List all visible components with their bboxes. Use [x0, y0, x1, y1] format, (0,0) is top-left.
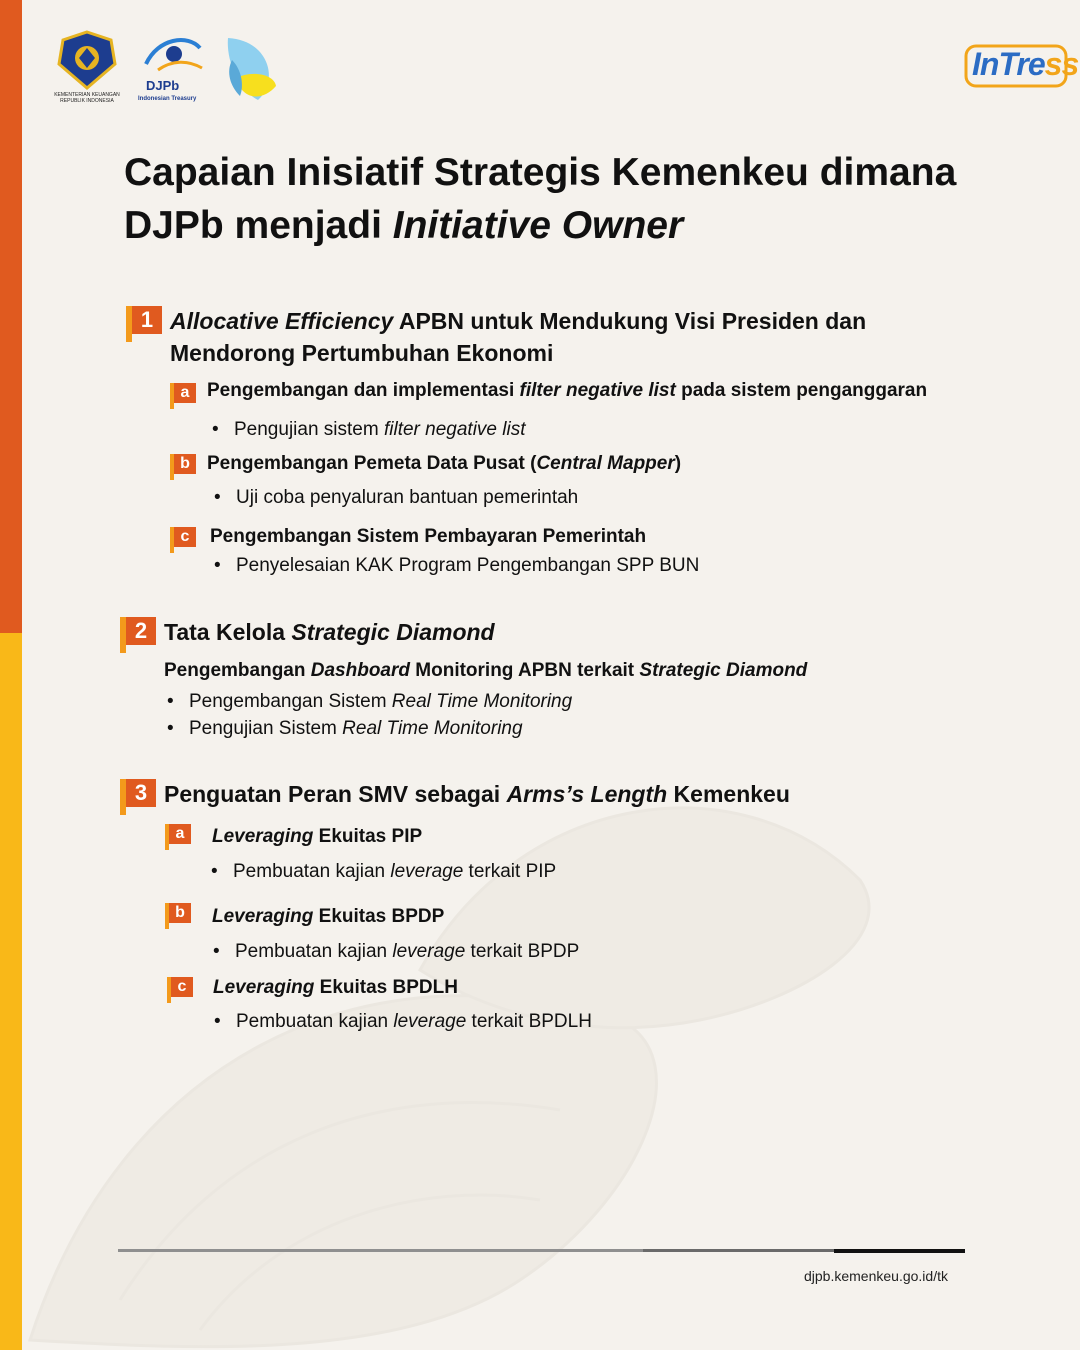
left-orange-stripe	[0, 0, 22, 633]
section-title-line2: Mendorong Pertumbuhan Ekonomi	[170, 340, 554, 366]
footer-divider-light	[118, 1249, 643, 1252]
list-item: • Pengujian sistem filter negative list	[234, 417, 525, 443]
footer-divider-mid	[643, 1249, 834, 1252]
item-title: Leveraging Ekuitas BPDLH	[213, 977, 458, 998]
item-title: Pengembangan Sistem Pembayaran Pemerintah	[210, 526, 647, 547]
item-title: Leveraging Ekuitas PIP	[212, 826, 423, 847]
list-item: • Pembuatan kajian leverage terkait BPDLH	[236, 1009, 592, 1035]
kemenkeu-logo: KEMENTERIAN KEUANGAN REPUBLIK INDONESIA	[45, 28, 125, 97]
item-title: Pengembangan dan implementasi filter negative list pada sistem penganggaran	[207, 380, 928, 401]
footer-url: djpb.kemenkeu.go.id/tk	[804, 1268, 948, 1284]
footer-divider-dark	[834, 1249, 965, 1253]
item-title: Pengembangan Pemeta Data Pusat (Central Mapper)	[207, 453, 682, 474]
section-number-badge: 2	[126, 617, 156, 645]
list-item: • Pembuatan kajian leverage terkait BPDP	[235, 939, 579, 965]
kemenkeu-emblem-icon	[45, 28, 129, 92]
item-letter-badge: c	[171, 977, 193, 997]
section-subtitle: Pengembangan Dashboard Monitoring APBN terkait Strategic Diamond	[164, 660, 808, 681]
item-letter-badge: b	[169, 903, 191, 923]
section-title: Penguatan Peran SMV sebagai Arms’s Length Kemenkeu	[164, 781, 790, 807]
djpb-logo: DJPb Indonesian Treasury	[138, 30, 208, 83]
item-letter-badge: c	[174, 527, 196, 547]
list-item: • Pengujian Sistem Real Time Monitoring	[189, 716, 523, 742]
butterfly-watermark	[0, 640, 1080, 1350]
item-letter-badge: b	[174, 454, 196, 474]
intress-logo: InTress	[964, 42, 1070, 90]
section-title: Allocative Efficiency APBN untuk Mendukung Visi Presiden dan	[170, 308, 867, 334]
list-item: • Uji coba penyaluran bantuan pemerintah	[236, 485, 578, 511]
leaf-logo-icon	[218, 30, 282, 106]
section-number-badge: 3	[126, 779, 156, 807]
item-title: Leveraging Ekuitas BPDP	[212, 906, 445, 927]
list-item: • Pengembangan Sistem Real Time Monitoring	[189, 689, 572, 715]
item-letter-badge: a	[174, 383, 196, 403]
list-item: • Penyelesaian KAK Program Pengembangan SPP BUN	[236, 553, 699, 579]
section-title: Tata Kelola Strategic Diamond	[164, 619, 495, 645]
djpb-swoosh-icon	[138, 30, 208, 78]
item-letter-badge: a	[169, 824, 191, 844]
section-number-badge: 1	[132, 306, 162, 334]
page-title: Capaian Inisiatif Strategis Kemenkeu dimana DJPb menjadi Initiative Owner	[124, 151, 957, 247]
list-item: • Pembuatan kajian leverage terkait PIP	[233, 859, 556, 885]
